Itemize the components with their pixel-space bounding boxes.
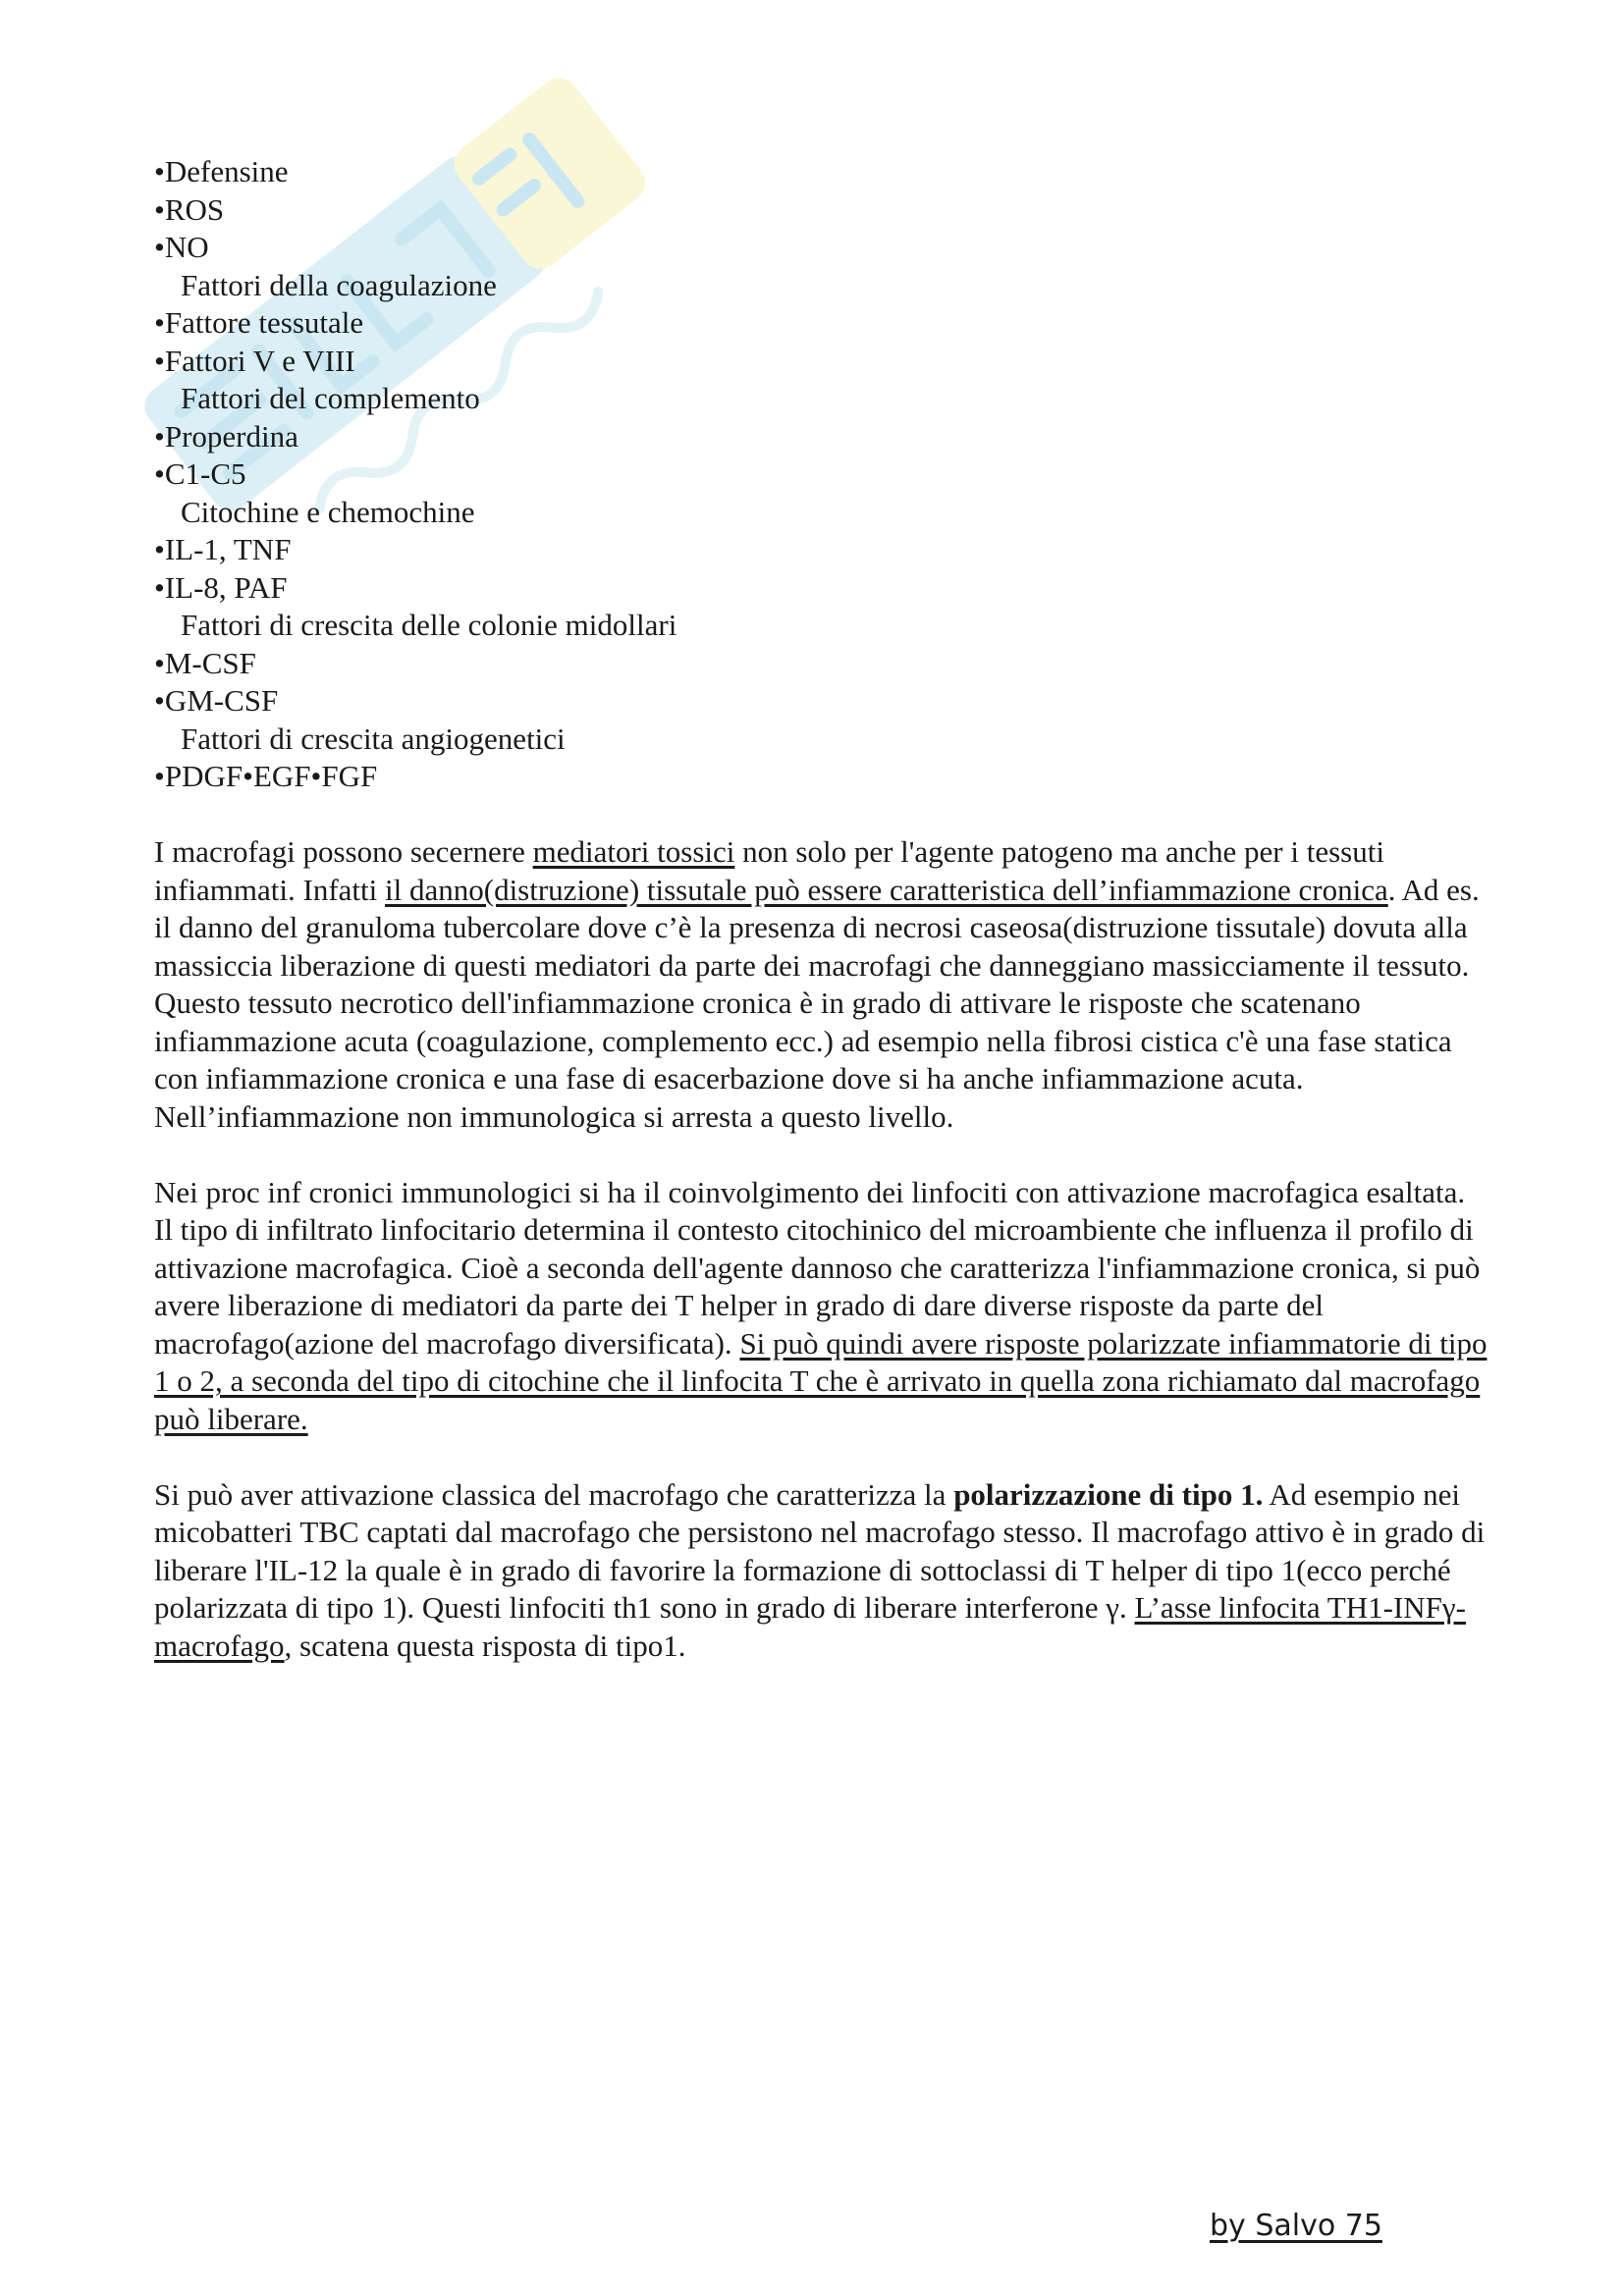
list-item: •Properdina [154,418,298,454]
paragraph-necrotic-tissue: Questo tessuto necrotico dell'infiammazione cronica è in grado di attivare le risposte che scatenano infiammazione acuta (coagulazione, complemento ecc.) ad esempio nella fibrosi cistica c'è una fase statica con infiammazione cronica e una fase di esacerbazione dove si ha anche infiammazione acuta. Nell’infiammazione non immunologica si arresta a questo livello. [154,986,1452,1134]
list-item: •PDGF•EGF•FGF [154,759,378,793]
paragraph-polarization: Si può aver attivazione classica del macrofago che caratterizza la polarizzazione di tipo 1. Ad esempio nei micobatteri TBC captati dal macrofago che persistono nel macrofago stesso. Il macrofago attivo è in grado di liberare l'IL-12 la quale è in grado di favorire la formazione di sottoclassi di T helper di tipo 1(ecco perché polarizzata di tipo 1). Questi linfociti th1 sono in grado di liberare interferone γ. L’asse linfocita TH1-INFγ- macrofago, scatena questa risposta di tipo1. [154,1476,1486,1663]
document-body [154,153,1489,1665]
list-heading: Fattori di crescita delle colonie midollari [181,608,677,642]
underlined-text: mediatori tossici [532,834,735,869]
list-item: •Defensine [154,154,289,188]
underlined-text: L’asse linfocita TH1-INFγ- macrofago [154,1590,1466,1663]
list-item: •NO [154,230,209,264]
bold-text: polarizzazione di tipo 1. [953,1476,1264,1512]
list-heading: Citochine e chemochine [181,494,475,529]
list-item: •IL-1, TNF [154,532,292,566]
list-item: •Fattori V e VIII [154,343,355,378]
list-heading: Fattori di crescita angiogenetici [181,721,566,756]
paragraph-immunological: Nei proc inf cronici immunologici si ha il coinvolgimento dei linfociti con attivazione macrofagica esaltata. Il tipo di infiltrato linfocitario determina il contesto citochinico del microambiente che influenza il profilo di attivazione macrofagica. Cioè a seconda dell'agente dannoso che caratterizza l'infiammazione cronica, si può avere liberazione di mediatori da parte dei T helper in grado di dare diverse risposte da parte del macrofago(azione del macrofago diversificata). Si può quindi avere risposte polarizzate infiammatorie di tipo 1 o 2, a seconda del tipo di citochine che il linfocita T che è arrivato in quella zona richiamato dal macrofago può liberare. [154,1174,1488,1436]
mediators-list [154,153,1489,796]
page-footer: by Salvo 75 [1210,2209,1382,2243]
list-item: •GM-CSF [154,683,279,718]
list-item: •C1-C5 [154,456,246,491]
underlined-text: Si può quindi avere risposte polarizzate infiammatorie di tipo 1 o 2, a seconda del tipo di citochine che il linfocita T che è arrivato in quella zona richiamato dal macrofago può liberare. [154,1325,1488,1436]
list-heading: Fattori della coagulazione [181,267,497,302]
list-item: •ROS [154,191,225,227]
underlined-text: il danno(distruzione) tissutale può essere caratteristica dell’infiammazione cronica [385,872,1388,907]
list-item: •IL-8, PAF [154,569,288,605]
list-heading: Fattori del complemento [181,381,480,415]
paragraph-toxic-mediators: I macrofagi possono secernere mediatori tossici non solo per l'agente patogeno ma anche per i tessuti infiammati. Infatti il danno(distruzione) tissutale può essere caratteristica dell’infiammazione cronica. Ad es. il danno del granuloma tubercolare dove c’è la presenza di necrosi caseosa(distruzione tissutale) dovuta alla massiccia liberazione di questi mediatori da parte dei macrofagi che danneggiano massicciamente il tessuto. [154,834,1480,983]
list-item: •M-CSF [154,645,256,680]
list-item: •Fattore tessutale [154,305,364,340]
